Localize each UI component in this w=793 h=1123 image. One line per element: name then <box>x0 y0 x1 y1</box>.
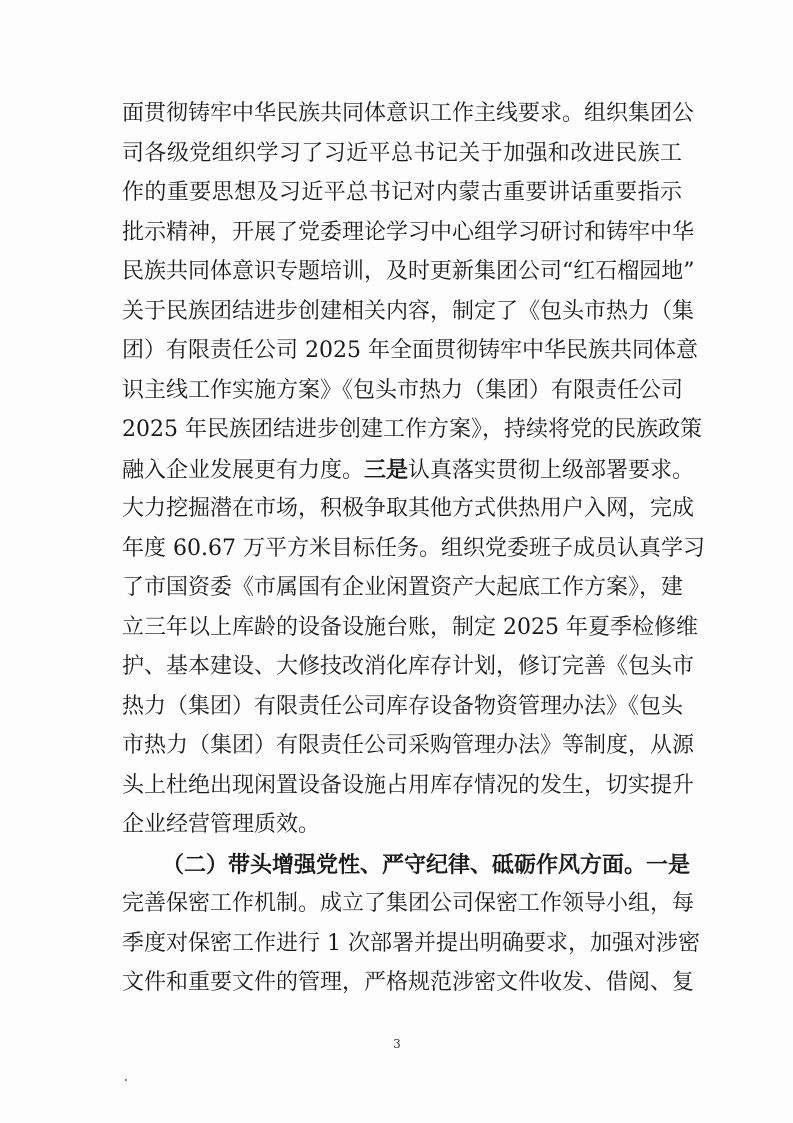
text-run: 面贯彻铸牢中华民族共同体意识工作主线要求。组织集团公 <box>122 101 695 126</box>
text-run: 完善保密工作机制。成立了集团公司保密工作领导小组，每 <box>122 891 695 916</box>
text-line <box>122 805 682 845</box>
text-line <box>122 410 702 450</box>
text-line <box>122 924 700 964</box>
scan-speck <box>125 1079 127 1081</box>
text-line <box>122 134 682 174</box>
text-run: 团）有限责任公司 2025 年全面贯彻铸牢中华民族共同体意 <box>122 338 698 363</box>
text-line <box>122 173 682 213</box>
page-number: 3 <box>393 1037 401 1051</box>
text-run: 批示精神，开展了党委理论学习中心组学习研讨和铸牢中华 <box>122 219 695 245</box>
text-line <box>122 726 695 766</box>
text-run: 司各级党组织学习了习近平总书记关于加强和改进民族工 <box>122 140 682 166</box>
text-run: 市热力（集团）有限责任公司采购管理办法》等制度，从源 <box>122 733 695 758</box>
text-line <box>122 489 695 529</box>
text-run: 了市国资委《市属国有企业闲置资产大起底工作方案》，建 <box>122 575 684 600</box>
text-line <box>122 608 698 648</box>
text-line <box>122 371 682 411</box>
text-line <box>122 94 695 134</box>
text-line <box>122 292 695 332</box>
text-run: 企业经营管理质效。 <box>122 812 321 837</box>
text-run: 融入企业发展更有力度。 <box>122 457 365 483</box>
text-run: 作的重要思想及习近平总书记对内蒙古重要讲话重要指示 <box>122 180 682 205</box>
text-run: 2025 年民族团结进步创建工作方案》，持续将党的民族政策 <box>122 417 702 442</box>
text-line <box>122 647 695 687</box>
text-line <box>122 766 695 806</box>
text-line <box>122 213 695 253</box>
text-run: 年度 60.67 万平方米目标任务。组织党委班子成员认真学习 <box>122 535 705 561</box>
text-run: 护、基本建设、大修技改消化库存计划，修订完善《包头市 <box>122 654 695 679</box>
text-line <box>122 252 695 292</box>
text-line <box>122 687 682 727</box>
text-line <box>122 884 695 924</box>
text-line <box>122 450 695 490</box>
text-run: 民族共同体意识专题培训，及时更新集团公司“红石榴园地” <box>122 259 695 284</box>
text-line <box>122 529 705 569</box>
bold-text-run: 三是 <box>364 456 409 483</box>
text-run: 识主线工作实施方案》《包头市热力（集团）有限责任公司 <box>122 377 684 403</box>
text-run: 文件和重要文件的管理，严格规范涉密文件收发、借阅、复 <box>122 970 695 995</box>
text-run: 热力（集团）有限责任公司库存设备物资管理办法》《包头 <box>122 693 684 719</box>
text-run: 认真落实贯彻上级部署要求。 <box>408 457 695 483</box>
text-line <box>122 963 695 1003</box>
text-line <box>122 331 698 371</box>
text-line <box>122 568 682 608</box>
bold-text-run: （二）带头增强党性、严守纪律、砥砺作风方面。一是 <box>162 851 691 878</box>
text-line <box>162 845 691 885</box>
text-run: 大力挖掘潜在市场，积极争取其他方式供热用户入网，完成 <box>122 496 695 521</box>
text-run: 立三年以上库龄的设备设施台账，制定 2025 年夏季检修维 <box>122 614 698 640</box>
text-run: 关于民族团结进步创建相关内容，制定了《包头市热力（集 <box>122 298 695 324</box>
text-run: 头上杜绝出现闲置设备设施占用库存情况的发生，切实提升 <box>122 772 695 798</box>
text-run: 季度对保密工作进行 1 次部署并提出明确要求，加强对涉密 <box>122 930 700 956</box>
